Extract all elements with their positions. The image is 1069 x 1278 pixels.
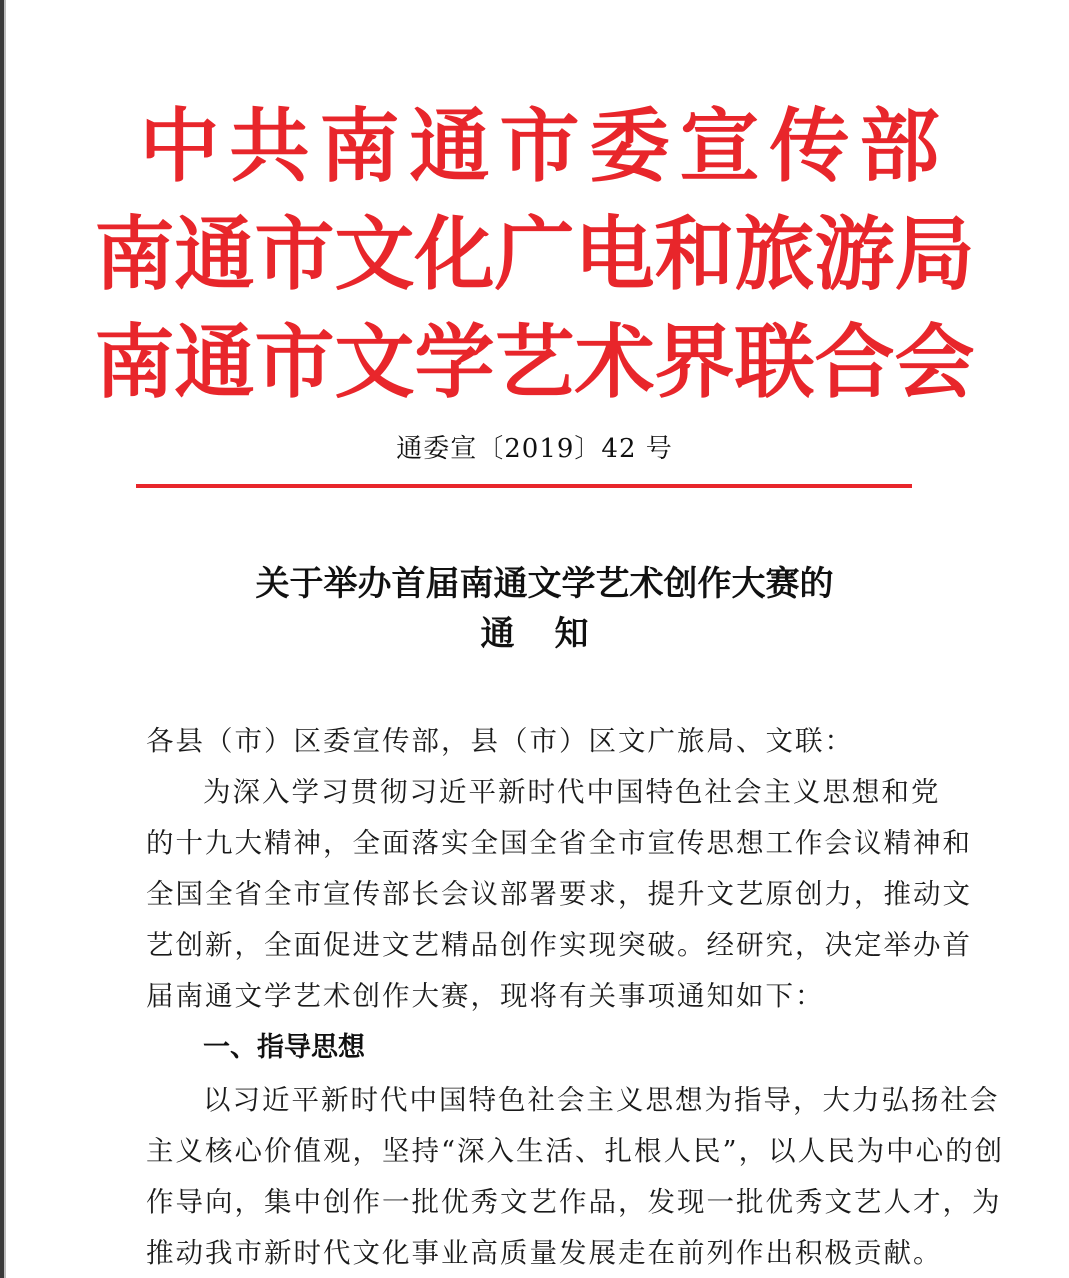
document-title-line-2: 通知 xyxy=(480,614,629,654)
page-edge-highlight xyxy=(4,0,6,1278)
header-divider xyxy=(136,484,912,488)
issuer-line-2: 南通市文化广电和旅游局 xyxy=(94,207,975,301)
document-title-line-1: 关于举办首届南通文学艺术创作大赛的 xyxy=(255,564,834,604)
issuer-line-3: 南通市文学艺术界联合会 xyxy=(94,315,975,409)
intro-line-3: 全国全省全市宣传部长会议部署要求，提升文艺原创力，推动文 xyxy=(146,878,972,910)
issuer-line-1: 中共南通市委宣传部 xyxy=(139,99,950,193)
intro-line-2: 的十九大精神，全面落实全国全省全市宣传思想工作会议精神和 xyxy=(146,827,972,859)
section1-line-2: 主义核心价值观，坚持“深入生活、扎根人民”，以人民为中心的创 xyxy=(146,1135,1005,1167)
intro-line-1: 为深入学习贯彻习近平新时代中国特色社会主义思想和党 xyxy=(203,776,941,808)
section1-line-3: 作导向，集中创作一批优秀文艺作品，发现一批优秀文艺人才，为 xyxy=(146,1186,1002,1218)
salutation: 各县（市）区委宣传部，县（市）区文广旅局、文联： xyxy=(146,725,854,757)
intro-line-4: 艺创新，全面促进文艺精品创作实现突破。经研究，决定举办首 xyxy=(146,929,972,961)
section1-line-1: 以习近平新时代中国特色社会主义思想为指导，大力弘扬社会 xyxy=(203,1084,1000,1116)
intro-line-5: 届南通文学艺术创作大赛，现将有关事项通知如下： xyxy=(146,980,825,1012)
section-heading-1: 一、指导思想 xyxy=(203,1032,365,1063)
section1-line-4: 推动我市新时代文化事业高质量发展走在前列作出积极贡献。 xyxy=(146,1237,943,1269)
document-number: 通委宣〔2019〕42 号 xyxy=(396,434,673,464)
